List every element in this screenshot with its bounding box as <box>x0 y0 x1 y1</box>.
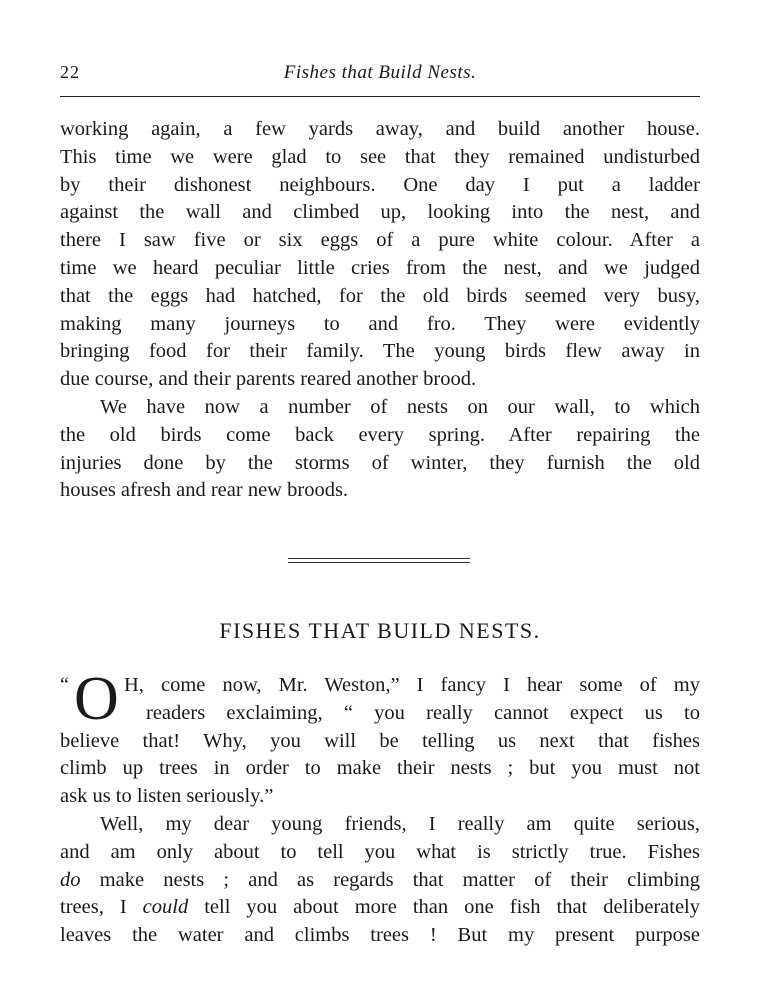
running-title: Fishes that Build Nests. <box>283 62 477 83</box>
continued-paragraph <box>60 116 700 505</box>
divider-rule <box>288 558 470 559</box>
text-line: there I saw five or six eggs of a pure white colour. After a <box>60 229 700 252</box>
text-line: houses afresh and rear new broods. <box>60 479 349 502</box>
drop-cap: O <box>74 665 119 733</box>
text-line: due course, and their parents reared another brood. <box>60 368 477 391</box>
text-line: the old birds come back every spring. After repairing the <box>60 423 700 446</box>
divider-rule <box>288 562 470 563</box>
text-line: that the eggs had hatched, for the old birds seemed very busy, <box>60 284 700 307</box>
text-line <box>60 894 700 922</box>
text-line: leaves the water and climbs trees ! But my present purpose <box>60 924 700 947</box>
text-line: working again, a few yards away, and build another house. <box>60 118 700 140</box>
text-line: by their dishonest neighbours. One day I put a ladder <box>60 173 700 196</box>
text-line: climb up trees in order to make their nests ; but you must not <box>60 757 700 780</box>
text-line: Well, my dear young friends, I really am quite serious, <box>100 812 700 835</box>
text-line: believe that! Why, you will be telling us next that fishes <box>60 729 700 752</box>
text-line: ask us to listen seriously.” <box>60 785 274 808</box>
text-line: We have now a number of nests on our wall, to which <box>100 395 700 418</box>
italic-word: could <box>142 896 189 919</box>
text-line <box>60 867 700 895</box>
text-line: against the wall and climbed up, looking into the nest, and <box>60 201 700 224</box>
text-line: readers exclaiming, “ you really cannot expect us to <box>146 701 700 724</box>
text-line: and am only about to tell you what is strictly true. Fishes <box>60 840 700 863</box>
header-rule <box>60 96 700 97</box>
opening-quote-mark: “ <box>60 674 69 696</box>
text-fragment: make nests ; and as regards that matter of their climbing <box>80 868 700 891</box>
text-fragment: tell you about more than one fish that deliberately <box>188 896 700 919</box>
opening-paragraph-continued <box>60 728 700 950</box>
page-number: 22 <box>60 62 80 82</box>
text-fragment: trees, I <box>60 896 143 919</box>
section-divider <box>288 558 470 566</box>
page-header <box>60 62 700 86</box>
text-line: bringing food for their family. The young birds flew away in <box>60 340 700 363</box>
italic-word: do <box>60 868 81 891</box>
text-line: injuries done by the storms of winter, they furnish the old <box>60 451 700 474</box>
text-line: making many journeys to and fro. They were evidently <box>60 312 700 335</box>
section-title: FISHES THAT BUILD NESTS. <box>219 618 541 643</box>
text-line: H, come now, Mr. Weston,” I fancy I hear some of my <box>124 674 700 696</box>
text-line: time we heard peculiar little cries from the nest, and we judged <box>60 256 700 279</box>
text-line: This time we were glad to see that they remained undisturbed <box>60 145 700 168</box>
